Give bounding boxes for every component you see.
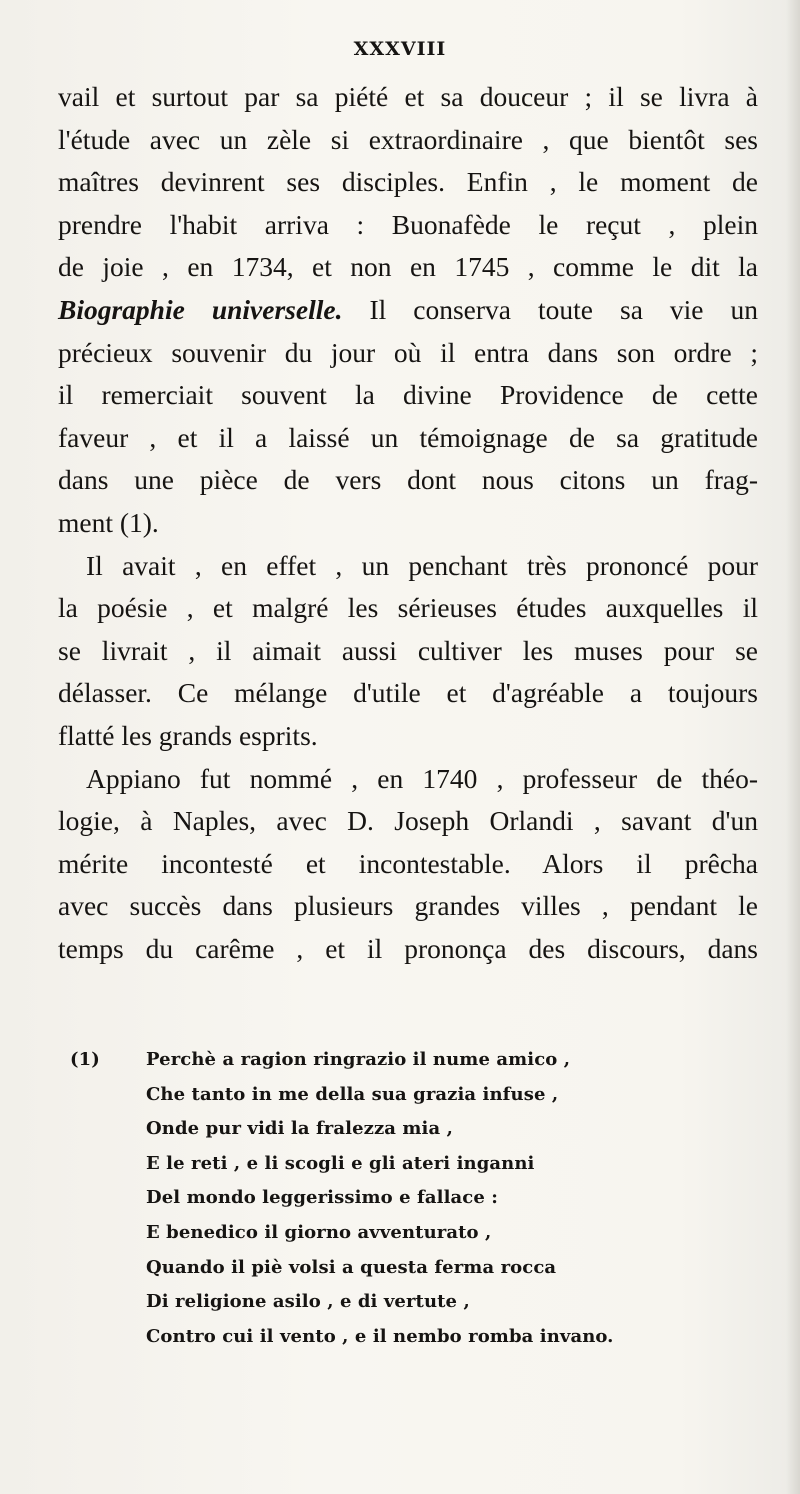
text-line: avec succès dans plusieurs grandes villes , pendant le <box>58 890 758 922</box>
text-line: ment (1). <box>58 506 159 538</box>
italic-title: Biographie universelle. <box>58 293 343 325</box>
verse-line: Quando il piè volsi a questa ferma rocca <box>146 1256 557 1278</box>
text-line: l'étude avec un zèle si extraordinaire , que bientôt ses <box>58 123 758 155</box>
footnote-line <box>70 1216 690 1251</box>
text-line: faveur , et il a laissé un témoignage de sa gratitude <box>58 421 758 453</box>
verse-line: Onde pur vidi la fralezza mia , <box>146 1118 453 1140</box>
text-line: délasser. Ce mélange d'utile et d'agréable a toujours <box>58 677 758 709</box>
verse-line: E le reti , e li scogli e gli ateri inganni <box>146 1152 535 1174</box>
footnote-line <box>70 1251 690 1286</box>
text-line: précieux souvenir du jour où il entra dans son ordre ; <box>58 336 758 368</box>
text-span: Il conserva toute sa vie un <box>342 293 759 325</box>
text-line: il remerciait souvent la divine Providence de cette <box>58 379 758 411</box>
text-line: vail et surtout par sa piété et sa douceur ; il se livra à <box>58 81 758 112</box>
footnote-line <box>70 1320 690 1355</box>
page-edge-shadow <box>786 0 800 1494</box>
main-text <box>58 76 758 970</box>
text-line: flatté les grands esprits. <box>58 719 318 751</box>
page-number: XXXVIII <box>353 38 447 60</box>
text-line: la poésie , et malgré les sérieuses études auxquelles il <box>58 592 758 624</box>
text-line: mérite incontesté et incontestable. Alors il prêcha <box>58 847 758 879</box>
text-line: logie, à Naples, avec D. Joseph Orlandi , savant d'un <box>58 805 758 837</box>
text-line: maîtres devinrent ses disciples. Enfin , le moment de <box>58 166 758 198</box>
footnote-marker: (1) <box>70 1049 100 1070</box>
text-line: Appiano fut nommé , en 1740 , professeur de théo- <box>86 762 758 794</box>
footnote-line <box>70 1147 690 1182</box>
footnote-line <box>70 1285 690 1320</box>
footnote-line <box>70 1078 690 1113</box>
footnote-line <box>70 1043 690 1078</box>
verse-line: Che tanto in me della sua grazia infuse , <box>146 1083 559 1105</box>
text-line: se livrait , il aimait aussi cultiver les muses pour se <box>58 634 758 666</box>
verse-line: Contro cui il vento , e il nembo romba invano. <box>146 1325 614 1347</box>
verse-line: Di religione asilo , e di vertute , <box>146 1291 470 1313</box>
text-line <box>58 289 758 332</box>
footnote-line <box>70 1112 690 1147</box>
footnote <box>70 1043 690 1354</box>
text-line: dans une pièce de vers dont nous citons un frag- <box>58 464 758 496</box>
text-line: temps du carême , et il prononça des discours, dans <box>58 932 758 964</box>
verse-line: Del mondo leggerissimo e fallace : <box>146 1187 499 1209</box>
footnote-line <box>70 1181 690 1216</box>
text-line: de joie , en 1734, et non en 1745 , comme le dit la <box>58 251 758 283</box>
verse-line: E benedico il giorno avventurato , <box>146 1221 492 1243</box>
text-line: prendre l'habit arriva : Buonafède le reçut , plein <box>58 208 758 240</box>
verse-line: Perchè a ragion ringrazio il nume amico , <box>146 1049 571 1070</box>
text-line: Il avait , en effet , un penchant très prononcé pour <box>86 549 758 581</box>
